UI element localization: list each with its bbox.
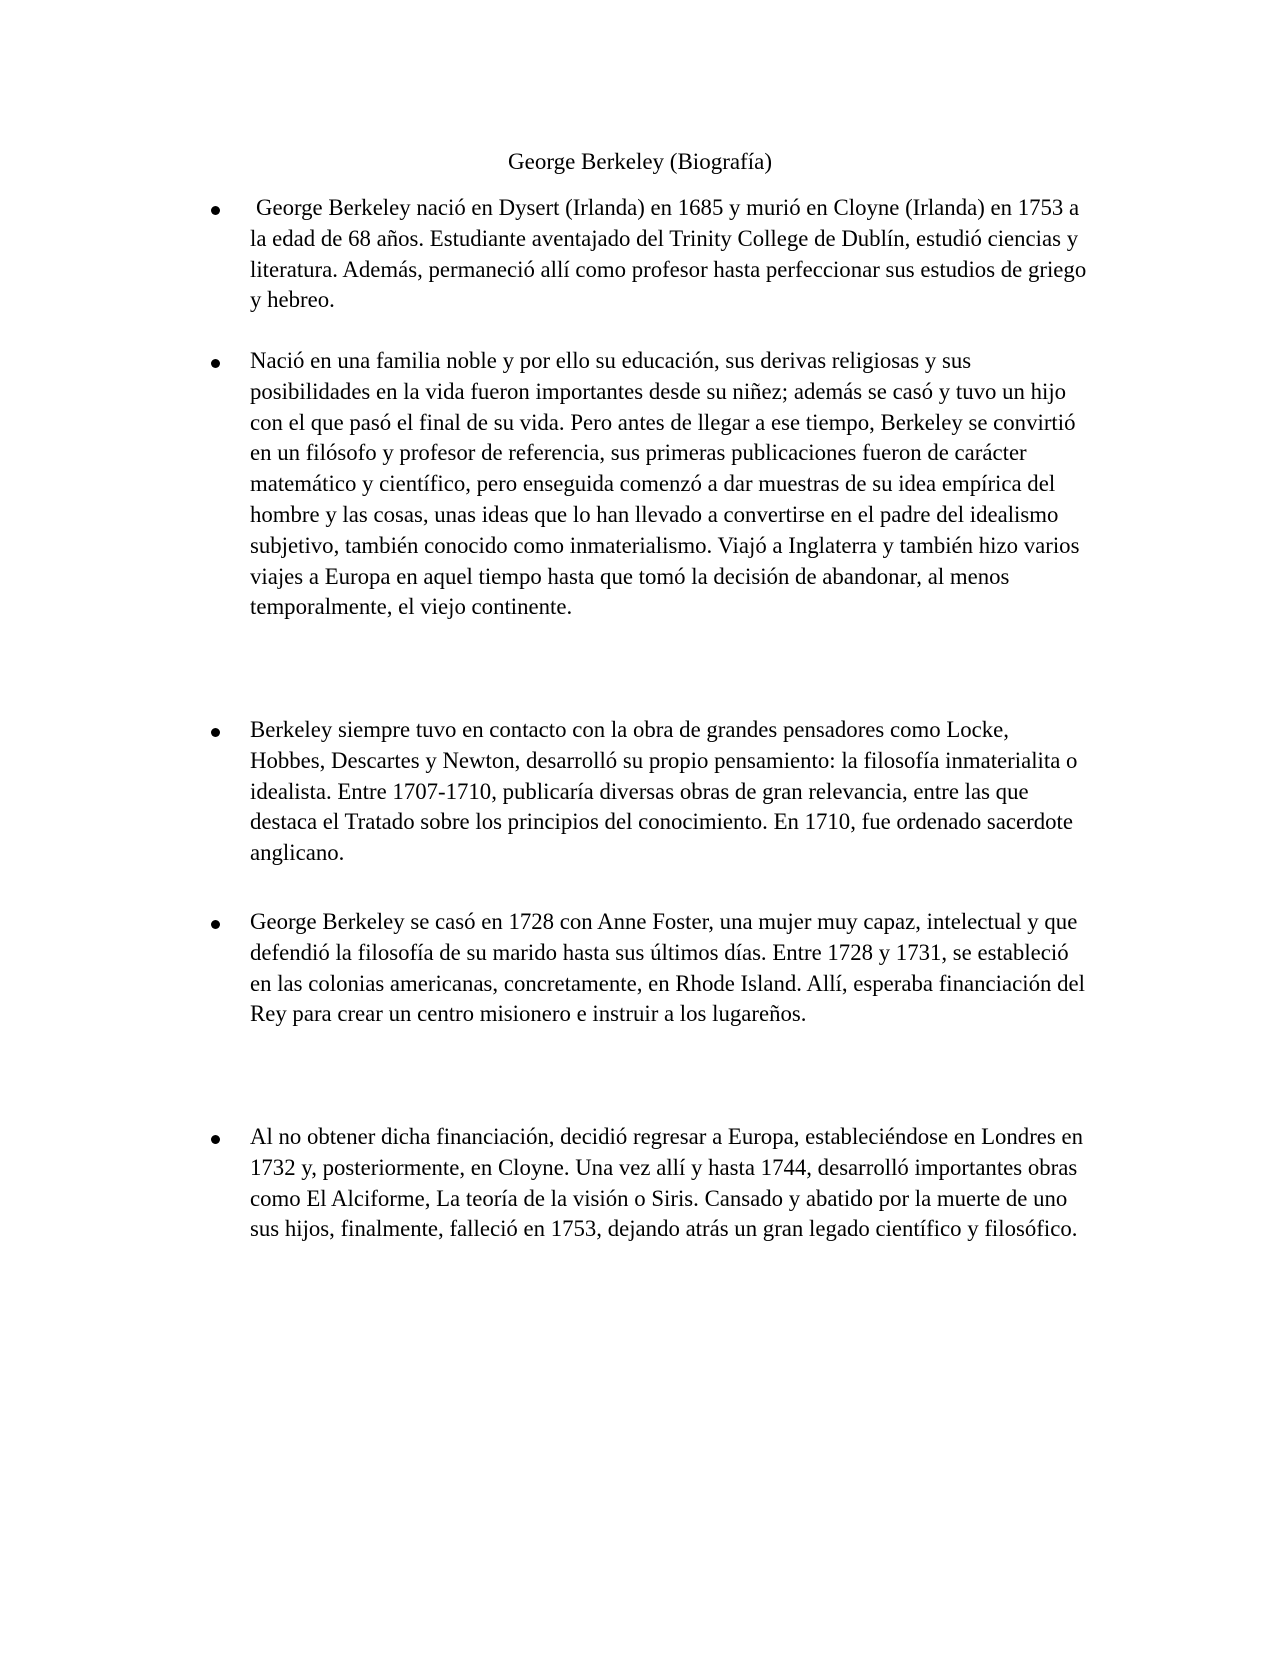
paragraph-text: Al no obtener dicha financiación, decidió regresar a Europa, estableciéndose en Londres en 1732 y, posteriormente, en Cloyne. Una vez allí y hasta 1744, desarrolló importantes obras como El Alciforme, La teoría de la visión o Siris. Cansado y abatido por la muerte de uno sus hijos, finalmente, falleció en 1753, dejando atrás un gran legado científico y filosófico. bbox=[250, 1124, 1083, 1242]
paragraph-text: George Berkeley se casó en 1728 con Anne Foster, una mujer muy capaz, intelectual y que defendió la filosofía de su marido hasta sus últimos días. Entre 1728 y 1731, se estableció en las colonias americanas, concretamente, en Rhode Island. Allí, esperaba financiación del Rey para crear un centro misionero e instruir a los lugareños. bbox=[250, 909, 1085, 1027]
bullet-icon bbox=[211, 359, 220, 368]
bullet-icon bbox=[211, 728, 220, 737]
document-title: George Berkeley (Biografía) bbox=[508, 149, 772, 174]
paragraph-text: Berkeley siempre tuvo en contacto con la obra de grandes pensadores como Locke, Hobbes, Descartes y Newton, desarrolló su propio pensamiento: la filosofía inmaterialita o idealista. Entre 1707-1710, publicaría diversas obras de gran relevancia, entre las que destaca el Tratado sobre los principios del conocimiento. En 1710, fue ordenado sacerdote anglicano. bbox=[250, 717, 1078, 866]
bullet-icon bbox=[211, 920, 220, 929]
bullet-icon bbox=[211, 1135, 220, 1144]
paragraph-text: Nació en una familia noble y por ello su educación, sus derivas religiosas y sus posibilidades en la vida fueron importantes desde su niñez; además se casó y tuvo un hijo con el que pasó el final de su vida. Pero antes de llegar a ese tiempo, Berkeley se convirtió en un filósofo y profesor de referencia, sus primeras publicaciones fueron de carácter matemático y científico, pero enseguida comenzó a dar muestras de su idea empírica del hombre y las cosas, unas ideas que lo han llevado a convertirse en el padre del idealismo subjetivo, también conocido como inmaterialismo. Viajó a Inglaterra y también hizo varios viajes a Europa en aquel tiempo hasta que tomó la decisión de abandonar, al menos temporalmente, el viejo continente. bbox=[250, 348, 1080, 620]
paragraph-text: George Berkeley nació en Dysert (Irlanda) en 1685 y murió en Cloyne (Irlanda) en 1753 a la edad de 68 años. Estudiante aventajado del Trinity College de Dublín, estudió ciencias y literatura. Además, permaneció allí como profesor hasta perfeccionar sus estudios de griego y hebreo. bbox=[250, 195, 1087, 313]
bullet-icon bbox=[211, 206, 220, 215]
